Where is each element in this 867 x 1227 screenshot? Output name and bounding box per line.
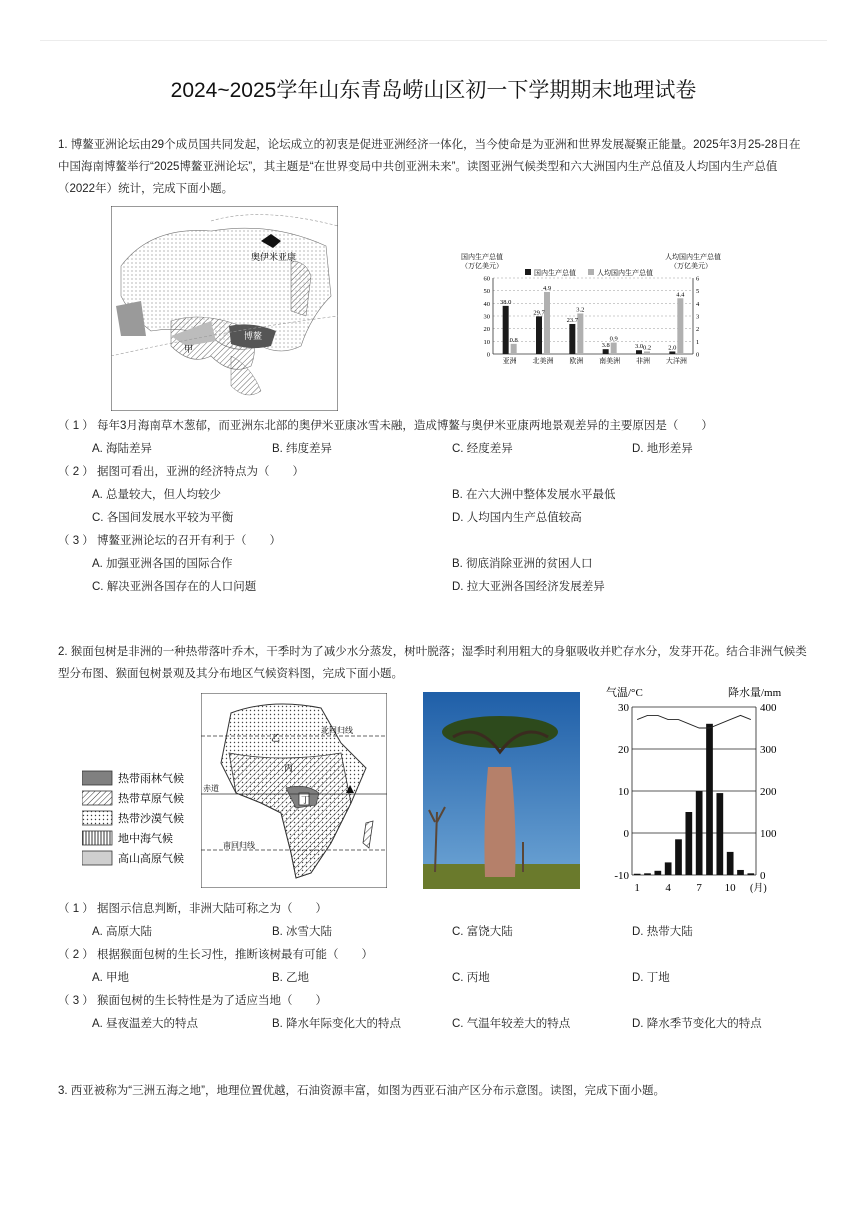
precipitation-bar	[737, 870, 744, 875]
q1-sub1-option-d[interactable]: D. 地形差异	[632, 443, 693, 455]
gdp-right-tick: 5	[696, 288, 700, 296]
gdp-per-capita-value-label: 0.2	[642, 344, 652, 352]
q2-sub3-option-d[interactable]: D. 降水季节变化大的特点	[632, 1018, 762, 1030]
gdp-bar	[603, 349, 609, 354]
q2-sub3-option-b[interactable]: B. 降水年际变化大的特点	[272, 1018, 402, 1030]
q1-sub3-option-b[interactable]: B. 彻底消除亚洲的贫困人口	[452, 558, 593, 570]
map-label-jia: 甲	[184, 344, 194, 354]
gdp-left-tick: 20	[483, 326, 490, 334]
africa-label-yi: 乙	[271, 733, 281, 743]
gdp-left-axis-unit: （万亿美元）	[461, 262, 503, 270]
q2-intro	[58, 641, 818, 685]
q2-sub1-option-d[interactable]: D. 热带大陆	[632, 926, 693, 938]
baobab-photo	[423, 692, 580, 894]
gdp-value-label: 3.8	[601, 342, 610, 350]
africa-equator: 赤道	[203, 784, 219, 793]
q2-sub3-option-c[interactable]: C. 气温年较差大的特点	[452, 1018, 571, 1030]
precipitation-bar	[747, 873, 754, 875]
gdp-bar	[503, 306, 509, 354]
africa-tropic-south: 南回归线	[223, 841, 255, 850]
gdp-bar	[536, 316, 542, 354]
top-divider	[40, 40, 827, 41]
precipitation-bar	[665, 862, 672, 875]
africa-climate-map	[201, 693, 387, 893]
precipitation-bar	[716, 793, 723, 875]
precip-tick-label: 100	[760, 828, 777, 840]
month-tick-label: 1	[634, 882, 640, 894]
temp-tick-label: 20	[618, 744, 629, 756]
map-label-boao: 博鳌	[244, 331, 263, 341]
gdp-bar	[636, 350, 642, 354]
month-tick-label: 10	[724, 882, 736, 894]
precip-tick-label: 300	[760, 744, 777, 756]
legend-gdp-swatch	[525, 269, 531, 275]
climate-chart	[604, 683, 794, 901]
precip-tick-label: 0	[760, 870, 766, 882]
gdp-left-axis-title: 国内生产总值	[461, 253, 503, 261]
gdp-bar	[669, 351, 675, 354]
gdp-per-capita-value-label: 0.8	[509, 336, 518, 344]
q2-sub3-stem: （ 3 ） 猴面包树的生长特性是为了适应当地（ ）	[58, 995, 327, 1007]
gdp-left-tick: 0	[486, 351, 490, 359]
legend-pc-label: 人均国内生产总值	[597, 269, 653, 277]
q1-intro	[58, 134, 818, 200]
gdp-per-capita-bar	[611, 343, 617, 354]
legend-savanna: 热带草原气候	[118, 793, 184, 805]
q2-sub1-option-b[interactable]: B. 冰雪大陆	[272, 926, 333, 938]
gdp-right-tick: 4	[696, 300, 700, 308]
q1-sub2-option-c[interactable]: C. 各国间发展水平较为平衡	[92, 512, 234, 524]
gdp-per-capita-value-label: 4.9	[542, 284, 552, 292]
gdp-value-label: 38.0	[499, 298, 512, 306]
africa-tropic-north: 北回归线	[321, 726, 353, 735]
precip-tick-label: 400	[760, 702, 777, 714]
q2-sub3-option-a[interactable]: A. 昼夜温差大的特点	[92, 1018, 199, 1030]
gdp-left-tick: 50	[483, 288, 490, 296]
legend-rainforest: 热带雨林气候	[118, 773, 184, 785]
precipitation-bar	[706, 724, 713, 875]
temperature-line	[637, 715, 751, 728]
q2-sub2-stem: （ 2 ） 根据猴面包树的生长习性，推断该树最有可能（ ）	[58, 949, 373, 961]
q1-sub2-option-d[interactable]: D. 人均国内生产总值较高	[452, 512, 582, 524]
q1-sub1-option-a[interactable]: A. 海陆差异	[92, 443, 153, 455]
month-tick-label: 4	[665, 882, 671, 894]
gdp-left-tick: 10	[483, 338, 490, 346]
precip-axis-title: 降水量/mm	[728, 687, 782, 699]
precipitation-bar	[644, 873, 651, 875]
temp-tick-label: 0	[623, 828, 629, 840]
gdp-per-capita-value-label: 3.2	[576, 306, 585, 314]
q2-sub2-option-d[interactable]: D. 丁地	[632, 972, 670, 984]
temp-tick-label: -10	[614, 870, 629, 882]
legend-mediterranean: 地中海气候	[118, 833, 173, 845]
gdp-right-axis-title: 人均国内生产总值	[665, 253, 721, 261]
legend-gdp-label: 国内生产总值	[534, 269, 576, 277]
q2-intro-line: 型分布图、猴面包树景观及其分布地区气候资料图，完成下面小题。	[58, 668, 403, 680]
precipitation-bar	[634, 874, 641, 875]
gdp-category-label: 北美洲	[532, 357, 554, 365]
gdp-category-label: 南美洲	[599, 357, 621, 365]
temp-axis-title: 气温/°C	[606, 687, 643, 699]
q1-sub2-option-a[interactable]: A. 总量较大，但人均较少	[92, 489, 222, 501]
gdp-left-tick: 30	[483, 313, 490, 321]
q1-sub3-option-a[interactable]: A. 加强亚洲各国的国际合作	[92, 558, 233, 570]
precipitation-bar	[675, 839, 682, 875]
gdp-per-capita-bar	[577, 313, 583, 354]
legend-highland: 高山高原气候	[118, 853, 184, 865]
gdp-per-capita-bar	[677, 298, 683, 354]
gdp-left-tick: 60	[483, 275, 490, 283]
map-label-oymyakon: 奥伊米亚康	[251, 252, 297, 262]
gdp-value-label: 2.0	[668, 344, 677, 352]
precipitation-bar	[685, 812, 692, 875]
gdp-category-label: 亚洲	[502, 357, 517, 365]
month-tick-label: 7	[696, 882, 702, 894]
month-unit: (月)	[750, 883, 767, 894]
q2-sub1-stem: （ 1 ） 据图示信息判断，非洲大陆可称之为（ ）	[58, 903, 327, 915]
q1-sub1-option-b[interactable]: B. 纬度差异	[272, 443, 333, 455]
gdp-right-tick: 0	[696, 351, 700, 359]
gdp-per-capita-bar	[544, 292, 550, 354]
gdp-per-capita-value-label: 0.9	[609, 335, 618, 343]
gdp-value-label: 23.7	[566, 316, 579, 324]
q2-intro-line: 2. 猴面包树是非洲的一种热带落叶乔木，干季时为了减少水分蒸发，树叶脱落；湿季时利用粗大的身躯吸收并贮存水分，发芽开花。结合非洲气候类	[58, 646, 807, 658]
gdp-left-tick: 40	[483, 300, 490, 308]
temp-tick-label: 10	[618, 786, 629, 798]
q2-sub1-option-c[interactable]: C. 富饶大陆	[452, 926, 513, 938]
gdp-category-label: 欧洲	[569, 357, 584, 365]
q1-intro-line: 中国海南博鳌举行“2025博鳌亚洲论坛”，其主题是“在世界变局中共创亚洲未来”。读图亚洲气候类型和六大洲国内生产总值及人均国内生产总值	[58, 161, 778, 173]
gdp-chart	[455, 250, 735, 375]
q2-sub2-option-c[interactable]: C. 丙地	[452, 972, 490, 984]
q1-intro-line: 1. 博鳌亚洲论坛由29个成员国共同发起，论坛成立的初衷是促进亚洲经济一体化，当今使命是为亚洲和世界发展凝聚正能量。2025年3月25-28日在	[58, 139, 801, 151]
q1-sub2-stem: （ 2 ） 据图可看出，亚洲的经济特点为（ ）	[58, 466, 304, 478]
q2-sub1-option-a[interactable]: A. 高原大陆	[92, 926, 153, 938]
gdp-right-tick: 3	[696, 313, 700, 321]
legend-pc-swatch	[588, 269, 594, 275]
precipitation-bar	[696, 791, 703, 875]
gdp-right-tick: 1	[696, 338, 700, 346]
q1-sub2-option-b[interactable]: B. 在六大洲中整体发展水平最低	[452, 489, 616, 501]
q2-sub2-option-b[interactable]: B. 乙地	[272, 972, 310, 984]
asia-climate-map	[111, 206, 338, 416]
precip-tick-label: 200	[760, 786, 777, 798]
gdp-value-label: 3.0	[634, 343, 644, 351]
gdp-bar	[569, 324, 575, 354]
africa-label-bing: 丙	[284, 763, 294, 773]
q1-sub1-option-c[interactable]: C. 经度差异	[452, 443, 513, 455]
precipitation-bar	[654, 871, 661, 875]
africa-climate-legend	[82, 770, 202, 871]
page-title: 2024~2025学年山东青岛崂山区初一下学期期末地理试卷	[170, 79, 697, 102]
temp-tick-label: 30	[618, 702, 629, 714]
q1-sub3-stem: （ 3 ） 博鳌亚洲论坛的召开有利于（ ）	[58, 535, 281, 547]
gdp-category-label: 非洲	[636, 357, 650, 365]
gdp-per-capita-bar	[644, 351, 650, 354]
gdp-category-label: 大洋洲	[665, 357, 687, 365]
gdp-right-axis-unit: （万亿美元）	[670, 262, 712, 270]
gdp-right-tick: 6	[696, 275, 700, 283]
legend-desert: 热带沙漠气候	[118, 813, 184, 825]
q1-sub3-option-c[interactable]: C. 解决亚洲各国存在的人口问题	[92, 581, 257, 593]
africa-label-ding: 丁	[301, 795, 311, 805]
gdp-right-tick: 2	[696, 326, 700, 334]
q3-intro: 3. 西亚被称为“三洲五海之地”，地理位置优越，石油资源丰富，如图为西亚石油产区分布示意图。读图，完成下面小题。	[58, 1085, 665, 1097]
precipitation-bar	[727, 852, 734, 875]
q1-intro-line: （2022年）统计，完成下面小题。	[58, 183, 234, 195]
gdp-value-label: 29.7	[533, 309, 545, 317]
q1-sub3-option-d[interactable]: D. 拉大亚洲各国经济发展差异	[452, 581, 605, 593]
q1-sub1-stem: （ 1 ） 每年3月海南草木葱郁，而亚洲东北部的奥伊米亚康冰雪未融，造成博鳌与奥伊米亚康两地景观差异的主要原因是（ ）	[58, 420, 713, 432]
gdp-per-capita-bar	[511, 344, 517, 354]
q2-sub2-option-a[interactable]: A. 甲地	[92, 972, 130, 984]
gdp-per-capita-value-label: 4.4	[676, 291, 685, 299]
